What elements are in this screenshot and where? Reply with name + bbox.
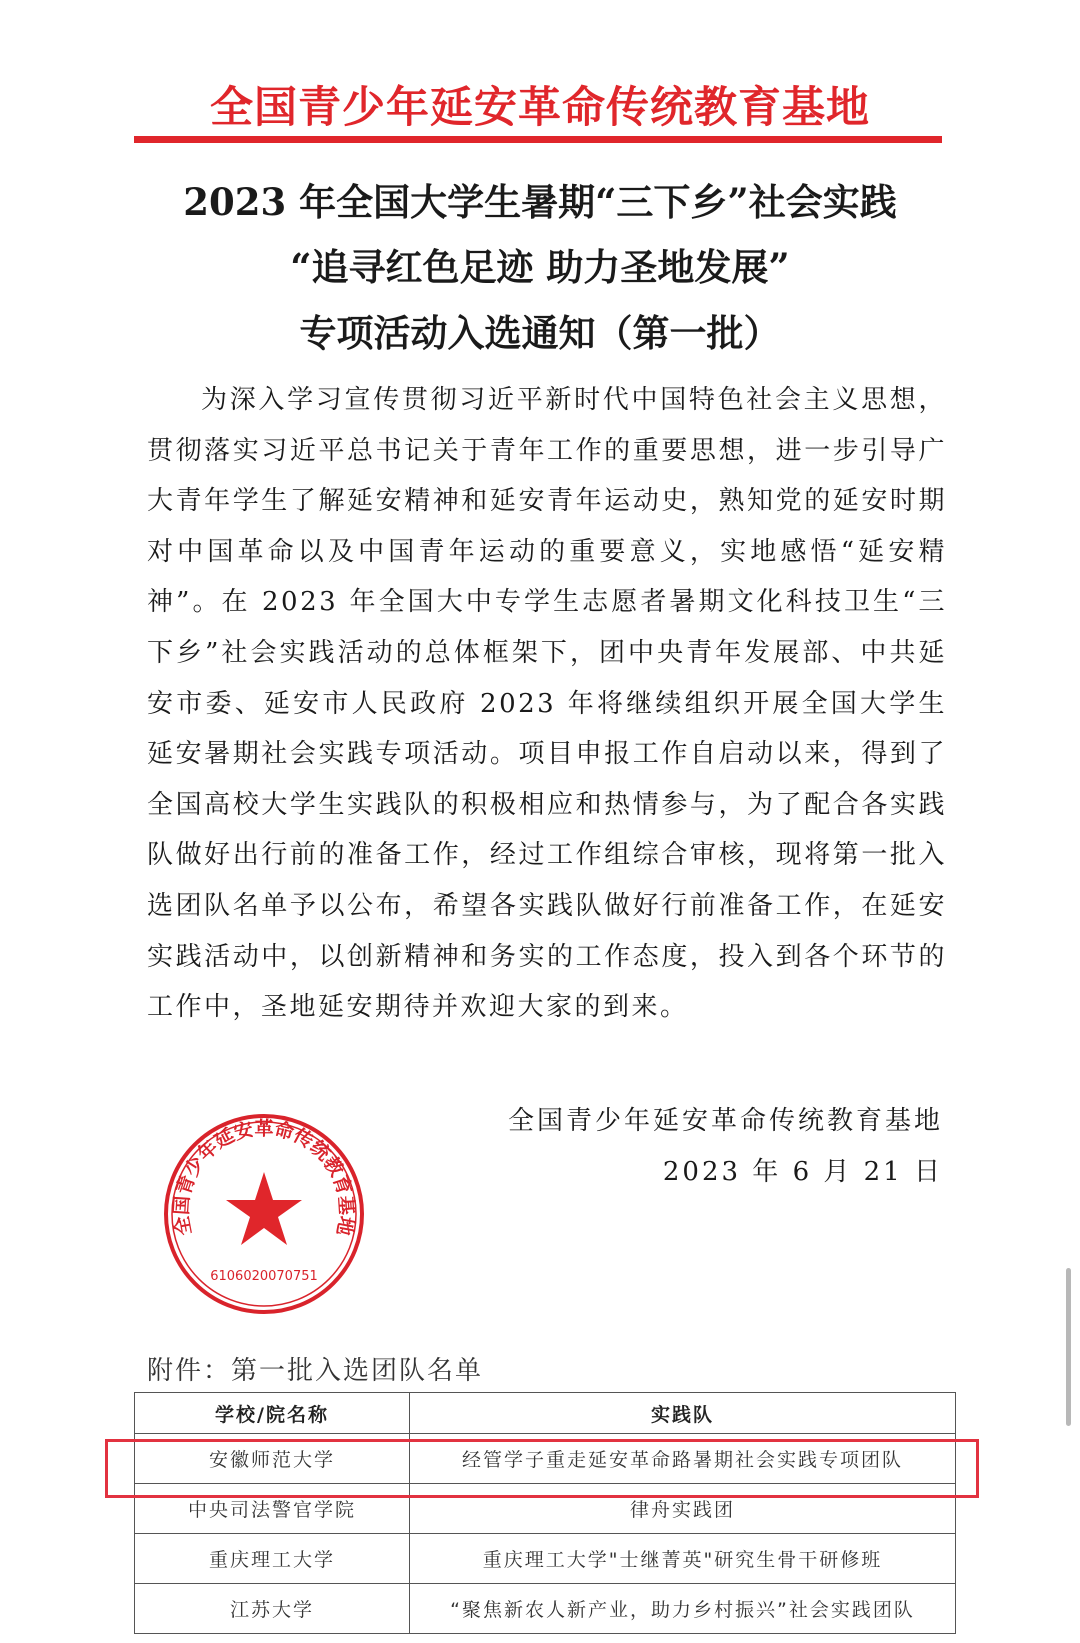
table-row <box>135 1584 956 1634</box>
team-cell: “聚焦新农人新产业，助力乡村振兴”社会实践团队 <box>410 1584 956 1634</box>
column-header-team: 实践队 <box>410 1393 956 1434</box>
table-header-row <box>135 1393 956 1434</box>
team-cell: 重庆理工大学"士继菁英"研究生骨干研修班 <box>410 1534 956 1584</box>
signature-date: 2023 年 6 月 21 日 <box>662 1157 943 1187</box>
table-row <box>135 1534 956 1584</box>
document-title-line-2: “追寻红色足迹 助力圣地发展” <box>290 245 790 289</box>
selected-teams-table <box>134 1392 956 1634</box>
school-cell: 中央司法警官学院 <box>135 1484 410 1534</box>
school-cell: 重庆理工大学 <box>135 1534 410 1584</box>
org-letterhead: 全国青少年延安革命传统教育基地 <box>210 83 870 133</box>
highlight-box <box>105 1439 979 1498</box>
team-cell: 律舟实践团 <box>410 1484 956 1534</box>
scrollbar-thumb[interactable] <box>1066 1268 1071 1426</box>
school-cell: 江苏大学 <box>135 1584 410 1634</box>
document-title-line-1: 2023 年全国大学生暑期“三下乡”社会实践 <box>183 180 897 224</box>
official-seal-stamp <box>160 1110 368 1318</box>
notice-body <box>147 375 947 1033</box>
column-header-school: 学校/院名称 <box>135 1393 410 1434</box>
attachment-label: 附件：第一批入选团队名单 <box>147 1356 484 1386</box>
letterhead-divider <box>134 136 942 143</box>
body-paragraph: 为深入学习宣传贯彻习近平新时代中国特色社会主义思想，贯彻落实习近平总书记关于青年工作的重要思想，进一步引导广大青年学生了解延安精神和延安青年运动史，熟知党的延安时期对中国革命以及中国青年运动的重要意义，实地感悟“延安精神”。在 2023 年全国大中专学生志愿者暑期文化科技卫生“三下乡”社会实践活动的总体框架下，团中央青年发展部、中共延安市委、延安市人民政府 2023 年将继续组织开展全国大学生延安暑期社会实践专项活动。项目申报工作自启动以来，得到了全国高校大学生实践队的积极相应和热情参与，为了配合各实践队做好出行前的准备工作，经过工作组综合审核，现将第一批入选团队名单予以公布，希望各实践队做好行前准备工作，在延安实践活动中，以创新精神和务实的工作态度，投入到各个环节的工作中，圣地延安期待并欢迎大家的到来。 <box>147 385 947 1023</box>
school-cell: 安徽师范大学 <box>135 1434 410 1484</box>
star-icon <box>226 1172 302 1245</box>
team-cell: 经管学子重走延安革命路暑期社会实践专项团队 <box>410 1434 956 1484</box>
svg-text:6106020070751: 6106020070751 <box>210 1269 318 1284</box>
signature-org: 全国青少年延安革命传统教育基地 <box>507 1106 943 1136</box>
document-title-line-3: 专项活动入选通知（第一批） <box>299 311 781 355</box>
svg-text:全国青少年延安革命传统教育基地: 全国青少年延安革命传统教育基地 <box>170 1117 358 1238</box>
